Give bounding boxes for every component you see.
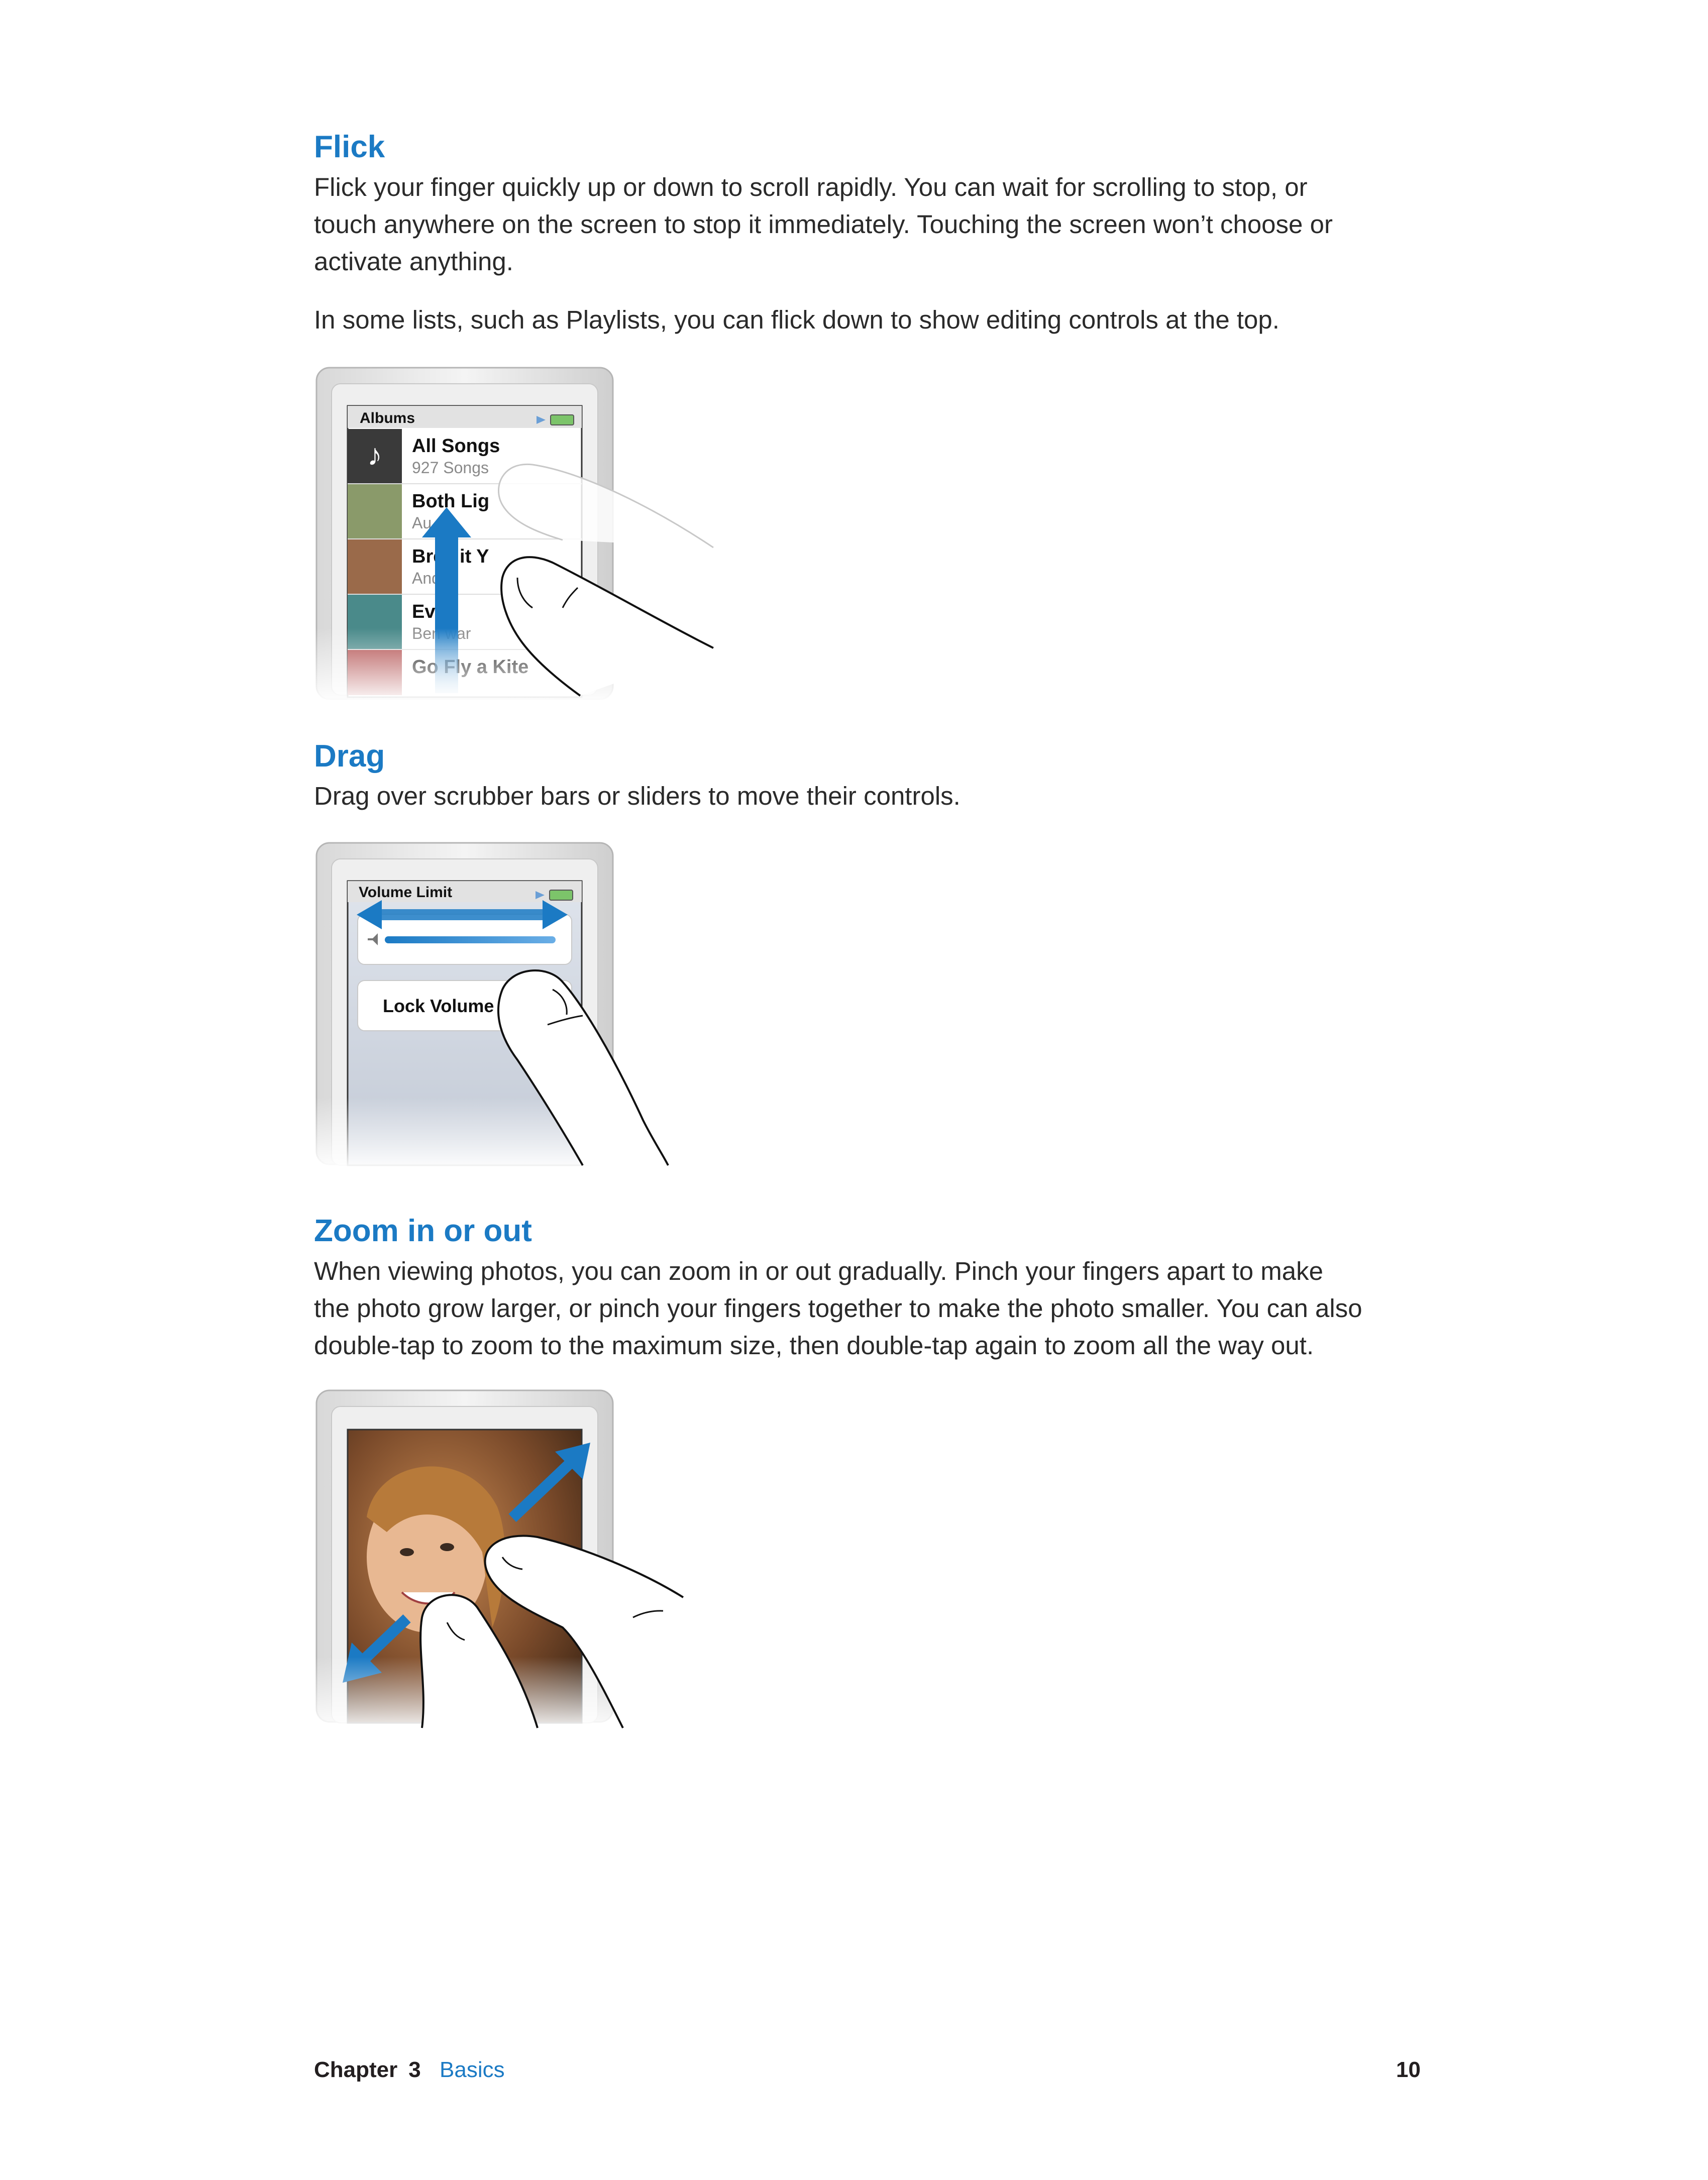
footer-page-number: 10 <box>1396 2057 1421 2082</box>
footer-chapter-number: 3 <box>408 2057 421 2082</box>
flick-illustration <box>301 362 733 703</box>
section-heading-zoom: Zoom in or out <box>314 1214 532 1248</box>
flick-paragraph-line-2: touch anywhere on the screen to stop it immediately. Touching the screen won’t choose or <box>314 210 1333 239</box>
flick-paragraph-2: In some lists, such as Playlists, you can flick down to show editing controls at the top. <box>314 305 1279 334</box>
zoom-illustration <box>301 1386 733 1733</box>
footer-section-link[interactable]: Basics <box>440 2057 505 2082</box>
flick-paragraph-line-3: activate anything. <box>314 247 513 276</box>
footer-chapter <box>314 2057 421 2083</box>
zoom-paragraph-line-3: double-tap to zoom to the maximum size, then double-tap again to zoom all the way out. <box>314 1331 1314 1360</box>
section-heading-drag: Drag <box>314 739 385 774</box>
section-heading-flick: Flick <box>314 130 385 164</box>
zoom-paragraph-line-2: the photo grow larger, or pinch your fingers together to make the photo smaller. You can also <box>314 1294 1362 1323</box>
zoom-paragraph-line-1: When viewing photos, you can zoom in or out gradually. Pinch your fingers apart to make <box>314 1257 1323 1285</box>
drag-paragraph: Drag over scrubber bars or sliders to move their controls. <box>314 782 960 810</box>
footer-chapter-label: Chapter <box>314 2057 398 2082</box>
flick-paragraph-line-1: Flick your finger quickly up or down to scroll rapidly. You can wait for scrolling to stop, or <box>314 173 1308 201</box>
drag-illustration <box>301 839 733 1170</box>
